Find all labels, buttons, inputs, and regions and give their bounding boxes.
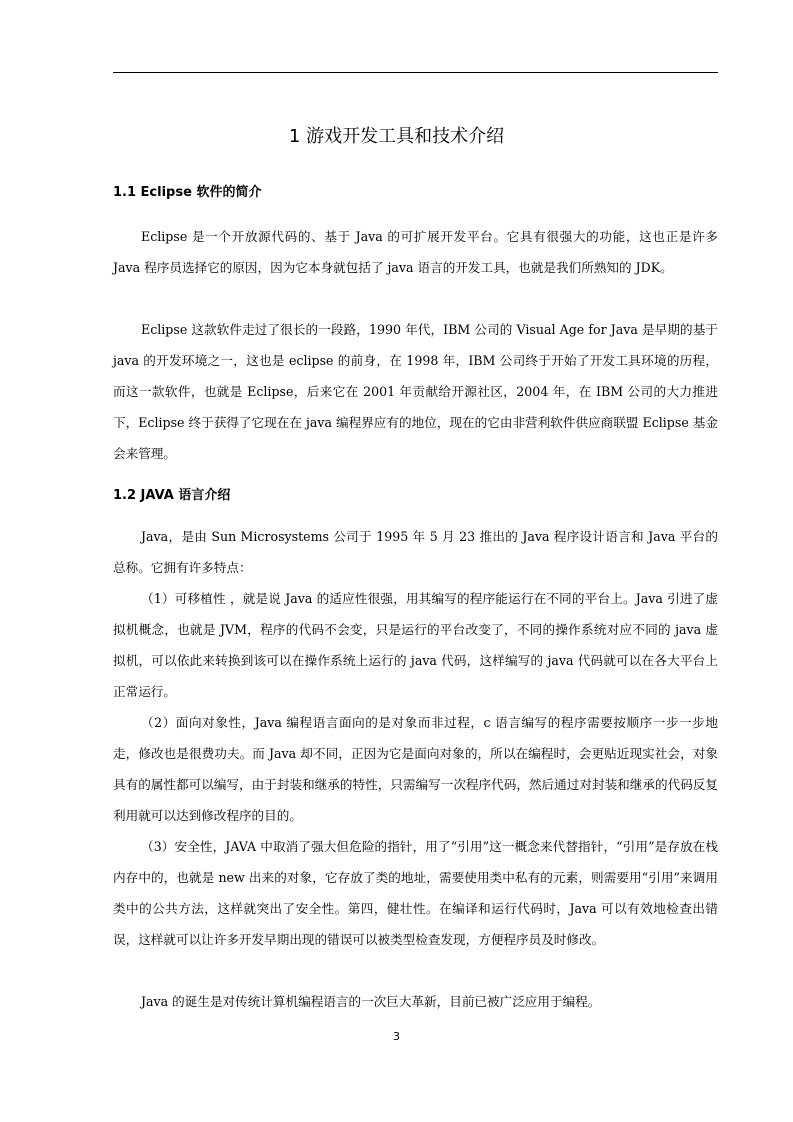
- section-heading-java: 1.2 JAVA 语言介绍: [113, 488, 231, 503]
- paragraph-java-intro: Java，是由 Sun Microsystems 公司于 1995 年 5 月 23 推出的 Java 程序设计语言和 Java 平台的总称。它拥有许多特点：: [113, 529, 718, 575]
- page-number: 3: [393, 1030, 400, 1043]
- paragraph-java-object-oriented: （2）面向对象性，Java 编程语言面向的是对象而非过程，c 语言编写的程序需要按顺序一步一步地走，修改也是很费功夫。而 Java 却不同，正因为它是面向对象的，所以在编程时，会更贴近现实社会，对象具有的属性都可以编写，由于封装和继承的特性，只需编写一次程序代码，然后通过对封装和继承的代码反复利用就可以达到修改程序的目的。: [113, 715, 718, 823]
- paragraph-java-security: （3）安全性，JAVA 中取消了强大但危险的指针，用了“引用”这一概念来代替指针，“引用”是存放在栈内存中的，也就是 new 出来的对象，它存放了类的地址，需要使用类中私有的元素，则需要用“引用”来调用类中的公共方法，这样就突出了安全性。第四，健壮性。在编译和运行代码时，Java 可以有效地检查出错误，这样就可以让许多开发早期出现的错误可以被类型检查发现，方便程序员及时修改。: [113, 839, 718, 947]
- chapter-title: 1 游戏开发工具和技术介绍: [288, 126, 505, 147]
- paragraph-eclipse-history: Eclipse 这款软件走过了很长的一段路，1990 年代，IBM 公司的 Visual Age for Java 是早期的基于 java 的开发环境之一，这也是 eclipse 的前身，在 1998 年，IBM 公司终于开始了开发工具环境的历程，而这一款软件，也就是 Eclipse，后来它在 2001 年贡献给开源社区，2004 年，在 IBM 公司的大力推进下，Eclipse 终于获得了它现在在 java 编程界应有的地位，现在的它由非营利软件供应商联盟 Eclipse 基金会来管理。: [113, 322, 718, 461]
- header-rule: [113, 72, 718, 73]
- paragraph-java-conclusion: Java 的诞生是对传统计算机编程语言的一次巨大革新，目前已被广泛应用于编程。: [141, 994, 601, 1009]
- paragraph-eclipse-intro: Eclipse 是一个开放源代码的、基于 Java 的可扩展开发平台。它具有很强大的功能，这也正是许多 Java 程序员选择它的原因，因为它本身就包括了 java 语言的开发工具，也就是我们所熟知的 JDK。: [113, 229, 718, 275]
- section-heading-eclipse: 1.1 Eclipse 软件的简介: [113, 185, 262, 200]
- paragraph-java-portability: （1）可移植性 ，就是说 Java 的适应性很强，用其编写的程序能运行在不同的平台上。Java 引进了虚拟机概念，也就是 JVM，程序的代码不会变，只是运行的平台改变了，不同的操作系统对应不同的 java 虚拟机，可以依此来转换到该可以在操作系统上运行的 java 代码，这样编写的 java 代码就可以在各大平台上正常运行。: [113, 591, 718, 699]
